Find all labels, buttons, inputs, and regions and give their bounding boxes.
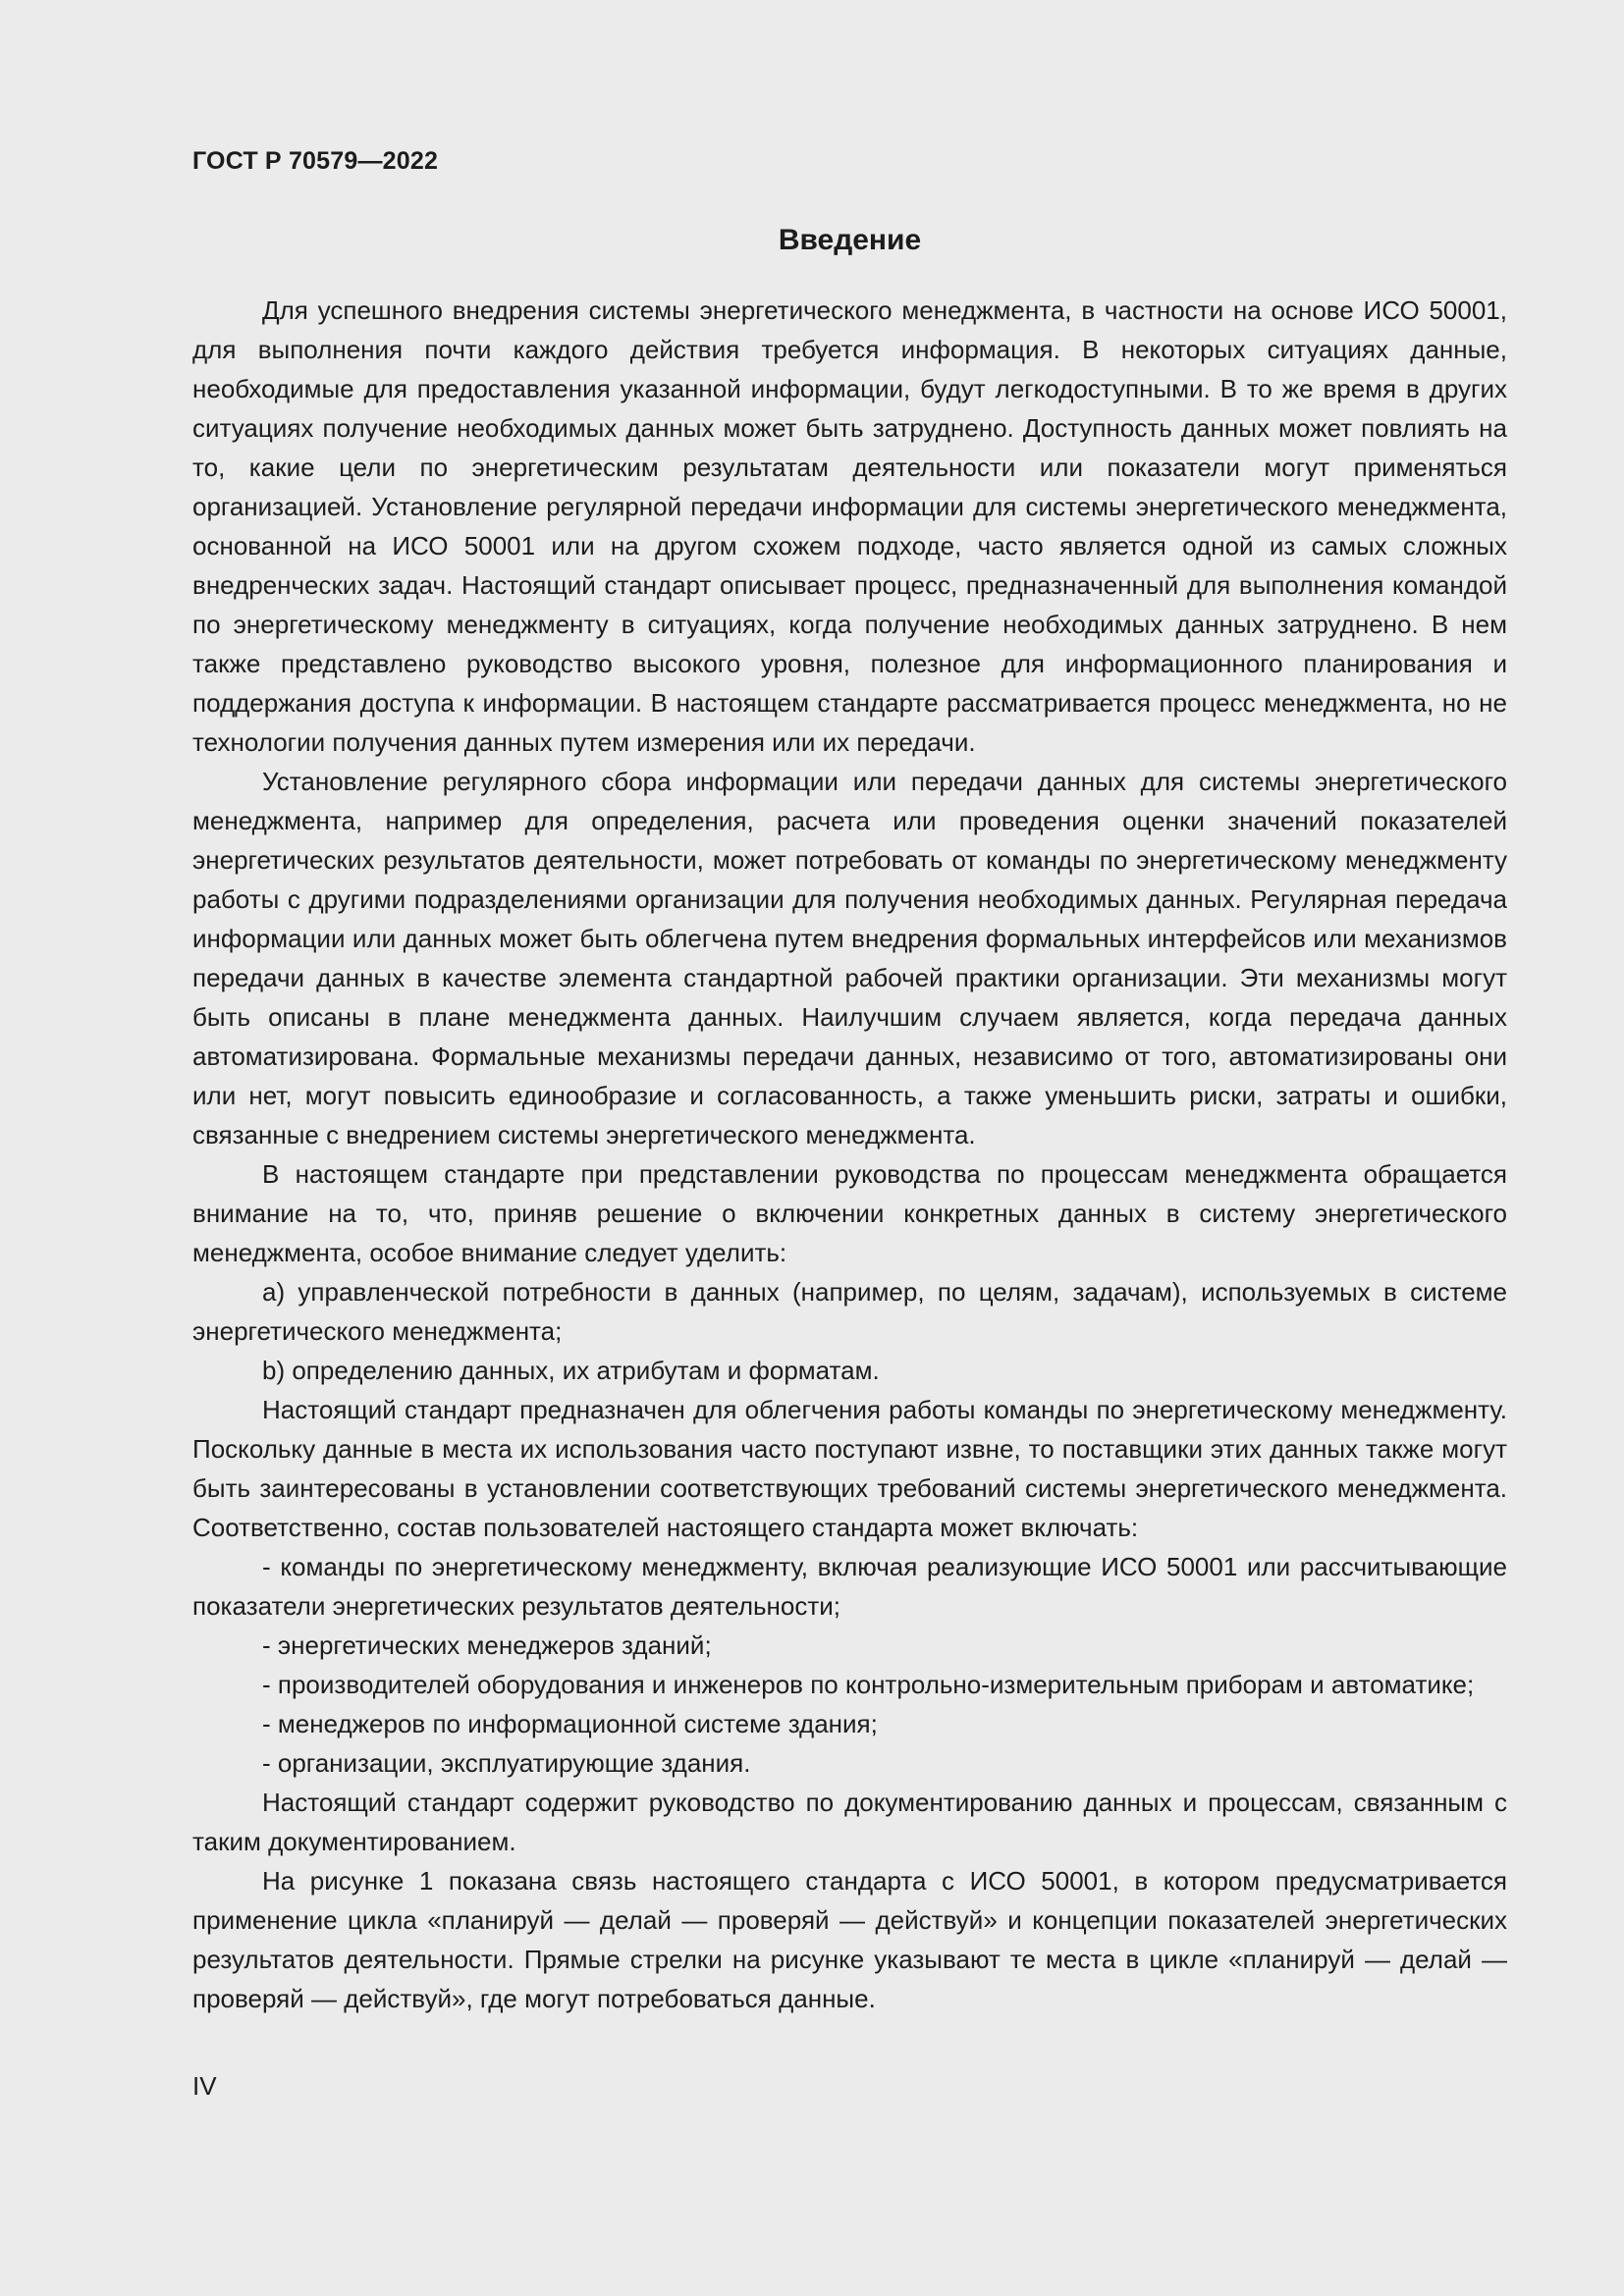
list-item-building-managers: - энергетических менеджеров зданий; <box>262 1630 712 1660</box>
document-code: ГОСТ Р 70579—2022 <box>192 147 439 175</box>
list-item-operators: - организации, эксплуатирующие здания. <box>262 1748 751 1778</box>
paragraph-data-transfer: Установление регулярного сбора информации или передачи данных для системы энергетического менеджмента, например для определения, расчета или проведения оценки значений показателей энергетических результатов деятельности, может потребовать от команды по энергетическому менеджменту работы с другими подразделениями организации для получения необходимых данных. Регулярная передача информации или данных может быть облегчена путем внедрения формальных интерфейсов или механизмов передачи данных в качестве элемента стандартной рабочей практики организации. Эти механизмы могут быть описаны в плане менеджмента данных. Наилучшим случаем является, когда передача данных автоматизирована. Формальные механизмы передачи данных, независимо от того, автоматизированы они или нет, могут повысить единообразие и согласованность, а также уменьшить риски, затраты и ошибки, связанные с внедрением системы энергетического менеджмента. <box>192 767 1507 1149</box>
list-item-teams: - команды по энергетическому менеджменту, включая реализующие ИСО 50001 или рассчитывающие показатели энергетических результатов деятельности; <box>192 1552 1507 1621</box>
paragraph-intro: Для успешного внедрения системы энергетического менеджмента, в частности на основе ИСО 50001, для выполнения почти каждого действия требуется информация. В некоторых ситуациях данные, необходимые для предоставления указанной информации, будут легкодоступными. В то же время в других ситуациях получение необходимых данных может быть затруднено. Доступность данных может повлиять на то, какие цели по энергетическим результатам деятельности или показатели могут применяться организацией. Установление регулярной передачи информации для системы энергетического менеджмента, основанной на ИСО 50001 или на другом схожем подходе, часто является одной из самых сложных внедренческих задач. Настоящий стандарт описывает процесс, предназначенный для выполнения командой по энергетическому менеджменту в ситуациях, когда получение необходимых данных затруднено. В нем также представлено руководство высокого уровня, полезное для информационного планирования и поддержания доступа к информации. В настоящем стандарте рассматривается процесс менеджмента, но не технологии получения данных путем измерения или их передачи. <box>192 295 1507 757</box>
list-item-information-managers: - менеджеров по информационной системе здания; <box>262 1709 878 1738</box>
body-text <box>192 291 1507 2018</box>
page-number: IV <box>192 2071 217 2101</box>
section-title: Введение <box>778 224 922 256</box>
paragraph-purpose: Настоящий стандарт предназначен для облегчения работы команды по энергетическому менеджменту. Поскольку данные в места их использования часто поступают извне, то поставщики этих данных также могут быть заинтересованы в установлении соответствующих требований системы энергетического менеджмента. Соответственно, состав пользователей настоящего стандарта может включать: <box>192 1395 1507 1542</box>
paragraph-figure-reference: На рисунке 1 показана связь настоящего стандарта с ИСО 50001, в котором предусматривается применение цикла «планируй — делай — проверяй — действуй» и концепции показателей энергетических результатов деятельности. Прямые стрелки на рисунке указывают те места в цикле «планируй — делай — проверяй — действуй», где могут потребоваться данные. <box>192 1866 1507 2013</box>
paragraph-attention: В настоящем стандарте при представлении руководства по процессам менеджмента обращается внимание на то, что, приняв решение о включении конкретных данных в систему энергетического менеджмента, особое внимание следует уделить: <box>192 1159 1507 1267</box>
paragraph-documentation: Настоящий стандарт содержит руководство по документированию данных и процессам, связанным с таким документированием. <box>192 1788 1507 1856</box>
list-item-manufacturers: - производителей оборудования и инженеров по контрольно-измерительным приборам и автоматике; <box>262 1670 1475 1699</box>
list-item-a: a) управленческой потребности в данных (например, по целям, задачам), используемых в системе энергетического менеджмента; <box>192 1277 1507 1346</box>
list-item-b: b) определению данных, их атрибутам и форматам. <box>262 1356 880 1385</box>
